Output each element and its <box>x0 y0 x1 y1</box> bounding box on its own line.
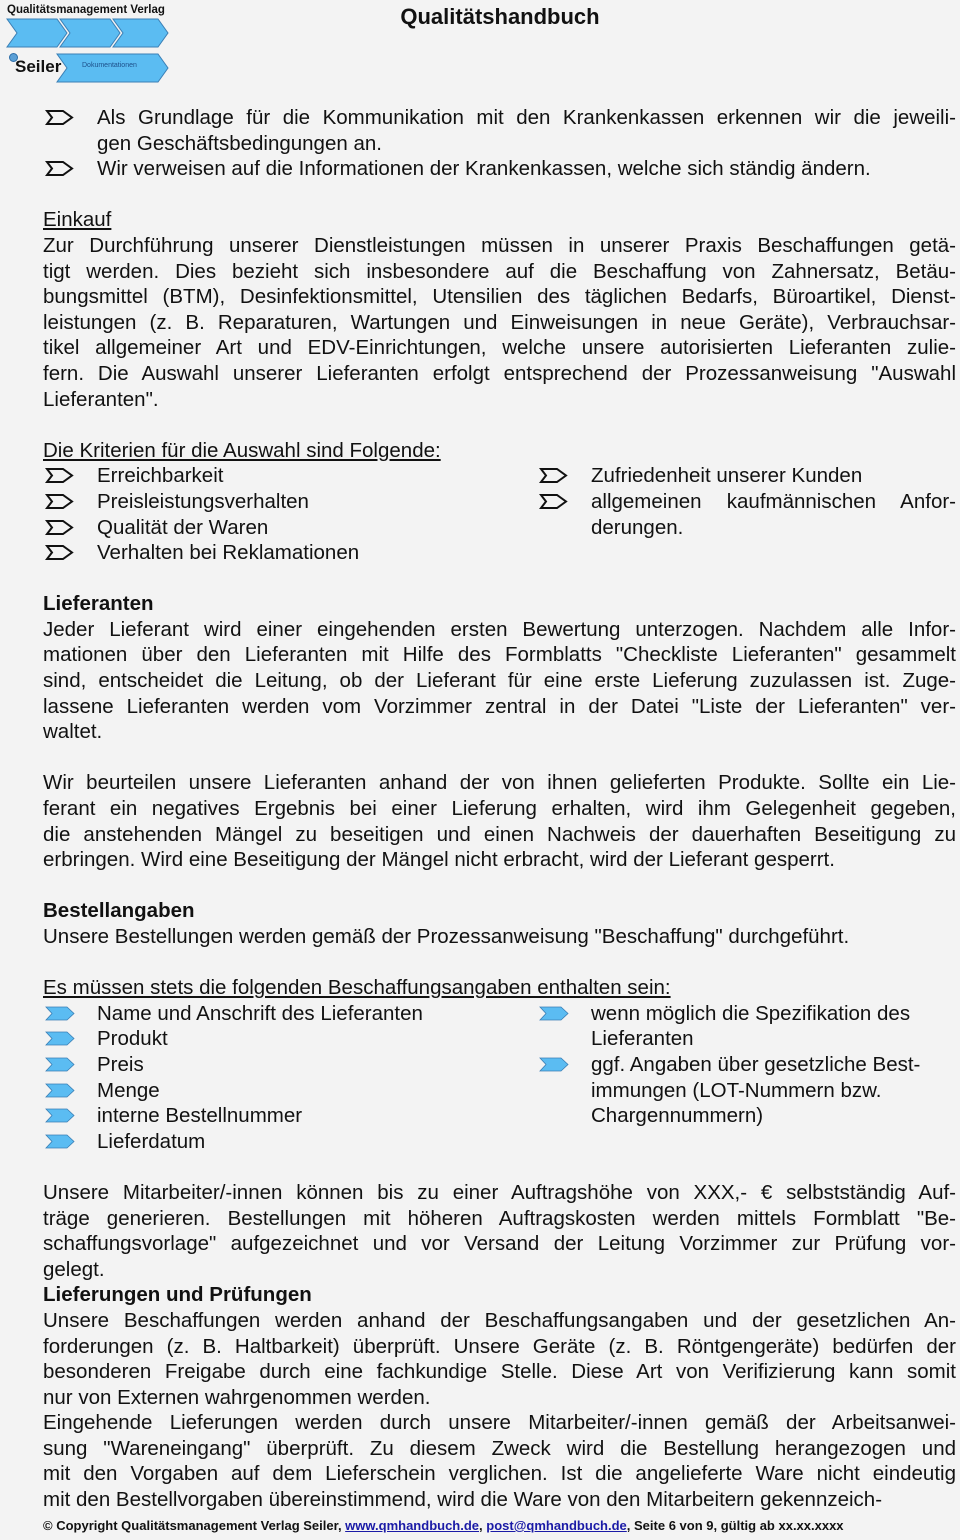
list-item <box>537 463 956 489</box>
list-item-text: Preisleistungsverhalten <box>97 489 309 513</box>
list-item <box>537 1052 956 1129</box>
blue-arrow-bullet-icon <box>45 1030 75 1047</box>
list-item-text: Preis <box>97 1052 144 1076</box>
left-column <box>43 1001 537 1155</box>
list-item-text: Verhalten bei Reklamationen <box>97 541 360 565</box>
spacer <box>43 873 956 899</box>
blue-arrow-bullet-icon <box>45 1082 75 1099</box>
spacer <box>43 182 956 208</box>
list-item-text: Name und Anschrift des Lieferanten <box>97 1001 423 1025</box>
blue-arrow-bullet-icon <box>539 1056 569 1073</box>
paragraph-line: tikel allgemeiner Art und EDV-Einrichtungen, welche unsere autorisierten Lieferanten zulie- <box>43 336 956 360</box>
paragraph-line: ferant ein negatives Ergebnis bei einer Lieferung erhalten, wird ihm Gelegenheit gegeben, <box>43 797 956 821</box>
paragraph-line: die anstehenden Mängel zu beseitigen und einen Nachweis der dauerhaften Beseitigung zu <box>43 822 956 846</box>
paragraph-line: schaffungsvorlage" aufgezeichnet und vor Versand der Leitung Vorzimmer zur Prüfung vor- <box>43 1232 956 1256</box>
spacer <box>43 1154 956 1180</box>
paragraph-line: waltet. <box>43 720 103 744</box>
section-heading <box>43 898 956 924</box>
paragraph-line: gelegt. <box>43 1257 105 1281</box>
paragraph-line: lassene Lieferanten werden vom Vorzimmer zentral in der Datei "Liste der Lieferanten" ver- <box>43 694 956 718</box>
outline-arrow-bullet-icon <box>45 519 75 536</box>
list-item-text: immungen (LOT-Nummern bzw. <box>591 1078 882 1102</box>
list-item-text: Erreichbarkeit <box>97 464 224 488</box>
paragraph-line: bungsmittel (BTM), Desinfektionsmittel, Utensilien des täglichen Bedarfs, Büroartikel, Dienst- <box>43 285 956 309</box>
list-item <box>43 515 537 541</box>
section-heading-text: Lieferanten <box>43 592 154 616</box>
list-item-text: Lieferanten <box>591 1027 694 1051</box>
paragraph-line: Wir beurteilen unsere Lieferanten anhand der von ihnen gelieferten Produkte. Sollte ein Lie- <box>43 771 956 795</box>
logo-tagline: Dokumentationen <box>82 62 137 69</box>
section-heading-text: Bestellangaben <box>43 899 195 923</box>
paragraph-line: besonderen Freigabe durch eine fachkundige Stelle. Diese Art von Verifizierung kann somit <box>43 1360 956 1384</box>
paragraph-line: nur von Externen wahrgenommen werden. <box>43 1385 431 1409</box>
blue-arrow-bullet-icon <box>45 1107 75 1124</box>
list-item-text: Chargennummern) <box>591 1104 764 1128</box>
section-heading-text: Einkauf <box>43 208 112 232</box>
right-column <box>537 463 956 565</box>
logo-title: Qualitätsmanagement Verlag <box>7 4 165 16</box>
section-heading <box>43 975 956 1001</box>
spacer <box>43 412 956 438</box>
paragraph-line: träge generieren. Bestellungen mit höheren Auftragskosten werden mittels Formblatt "Be- <box>43 1206 956 1230</box>
list-item <box>537 1001 956 1052</box>
list-item <box>43 1129 537 1155</box>
two-column-list <box>43 463 956 565</box>
list-item-text: Lieferdatum <box>97 1129 206 1153</box>
blue-arrow-bullet-icon <box>45 1056 75 1073</box>
list-item-text: Produkt <box>97 1027 168 1051</box>
list-item-text: ggf. Angaben über gesetzliche Best- <box>591 1052 921 1076</box>
paragraph-line: erbringen. Wird eine Beseitigung der Mängel nicht erbracht, wird der Lieferant gesperrt. <box>43 848 835 872</box>
paragraph-line: Eingehende Lieferungen werden durch unsere Mitarbeiter/-innen gemäß der Arbeitsanwei- <box>43 1411 956 1435</box>
footer-page-info: , Seite 6 von 9, gültig ab xx.xx.xxxx <box>626 1518 844 1533</box>
list-item-text: wenn möglich die Spezifikation des <box>591 1001 911 1025</box>
document-body <box>43 105 956 1513</box>
list-item-text: derungen. <box>591 515 684 539</box>
paragraph-line: Unsere Mitarbeiter/-innen können bis zu einer Auftragshöhe von XXX,- € selbstständig Auf- <box>43 1180 956 1204</box>
logo-name: Seiler <box>15 57 62 76</box>
section-heading-text: Es müssen stets die folgenden Beschaffungsangaben enthalten sein: <box>43 976 671 1000</box>
list-item <box>43 105 956 156</box>
paragraph-line: tigt werden. Dies bezieht sich insbesondere auf die Beschaffung von Zahnersatz, Betäu- <box>43 259 956 283</box>
paragraph-line: mit den Vorgaben auf dem Lieferschein verglichen. Ist die angelieferte Ware nicht eindeutig <box>43 1462 956 1486</box>
email-link[interactable]: post@qmhandbuch.de <box>486 1518 627 1533</box>
website-link[interactable]: www.qmhandbuch.de <box>345 1518 480 1533</box>
paragraph-line: Zur Durchführung unserer Dienstleistungen müssen in unserer Praxis Beschaffungen getä- <box>43 233 956 257</box>
section-heading-text: Lieferungen und Prüfungen <box>43 1283 312 1307</box>
footer-separator: , <box>479 1518 487 1533</box>
list-item-text: Wir verweisen auf die Informationen der Krankenkassen, welche sich ständig ändern. <box>97 157 871 181</box>
section-heading-text: Die Kriterien für die Auswahl sind Folgende: <box>43 438 441 462</box>
outline-arrow-bullet-icon <box>45 160 75 177</box>
outline-arrow-bullet-icon <box>45 467 75 484</box>
list-item <box>43 1052 537 1078</box>
right-column <box>537 1001 956 1155</box>
list-item-text: allgemeinen kaufmännischen Anfor- <box>591 489 956 513</box>
outline-arrow-bullet-icon <box>45 109 75 126</box>
list-item <box>43 1078 537 1104</box>
paragraph-line: Jeder Lieferant wird einer eingehenden ersten Bewertung unterzogen. Nachdem alle Infor- <box>43 617 956 641</box>
list-item <box>537 489 956 540</box>
paragraph-line: leistungen (z. B. Reparaturen, Wartungen und Einweisungen in neue Geräte), Verbrauchsar- <box>43 310 956 334</box>
section-heading <box>43 591 956 617</box>
paragraph-line: sung "Wareneingang" überprüft. Zu diesem Zweck wird die Bestellung herangezogen und <box>43 1436 956 1460</box>
list-item-text: Qualität der Waren <box>97 515 269 539</box>
list-item-text: Zufriedenheit unserer Kunden <box>591 464 863 488</box>
paragraph-line: sind, entscheidet die Leitung, ob der Lieferant für eine erste Lieferung zuzulassen ist. Zuge- <box>43 669 956 693</box>
paragraph-line: fern. Die Auswahl unserer Lieferanten erfolgt entsprechend der Prozessanweisung "Auswahl <box>43 361 956 385</box>
list-item <box>43 540 537 566</box>
spacer <box>43 745 956 771</box>
section-heading <box>43 207 956 233</box>
footer-copyright: © Copyright Qualitätsmanagement Verlag Seiler, <box>43 1518 346 1533</box>
blue-arrow-bullet-icon <box>539 1005 569 1022</box>
paragraph-line: forderungen (z. B. Haltbarkeit) überprüft. Unsere Geräte (z. B. Röntgengeräte) bedürfen der <box>43 1334 956 1358</box>
list-item-text: Als Grundlage für die Kommunikation mit den Krankenkassen erkennen wir die jeweili- <box>97 106 956 129</box>
paragraph-line: mit den Bestellvorgaben übereinstimmend, wird die Ware von den Mitarbeitern gekennzeich- <box>43 1488 883 1512</box>
paragraph-line: Lieferanten". <box>43 387 159 411</box>
blue-arrow-bullet-icon <box>45 1005 75 1022</box>
two-column-list <box>43 1001 956 1155</box>
paragraph-line: Unsere Beschaffungen werden anhand der Beschaffungsangaben und der gesetzlichen An- <box>43 1308 956 1332</box>
paragraph-line: mationen über den Lieferanten mit Hilfe des Formblatts "Checkliste Lieferanten" gesammelt <box>43 643 956 667</box>
section-heading <box>43 438 956 464</box>
paragraph-line: Unsere Bestellungen werden gemäß der Prozessanweisung "Beschaffung" durchgeführt. <box>43 925 850 948</box>
blue-arrow-bullet-icon <box>45 1133 75 1150</box>
outline-arrow-bullet-icon <box>539 467 569 484</box>
document-title: Qualitätshandbuch <box>400 4 600 29</box>
section-heading <box>43 1282 956 1308</box>
outline-arrow-bullet-icon <box>45 544 75 561</box>
list-item <box>43 489 537 515</box>
spacer <box>43 950 956 976</box>
list-item <box>43 463 537 489</box>
list-item-text: interne Bestellnummer <box>97 1104 303 1128</box>
outline-arrow-bullet-icon <box>539 493 569 510</box>
list-item-text: Menge <box>97 1078 160 1102</box>
list-item <box>43 156 956 182</box>
left-column <box>43 463 537 565</box>
list-item <box>43 1001 537 1027</box>
list-item <box>43 1026 537 1052</box>
list-item-text: gen Geschäftsbedingungen an. <box>97 131 382 155</box>
list-item <box>43 1103 537 1129</box>
spacer <box>43 566 956 592</box>
outline-arrow-bullet-icon <box>45 493 75 510</box>
footer <box>43 1518 844 1533</box>
